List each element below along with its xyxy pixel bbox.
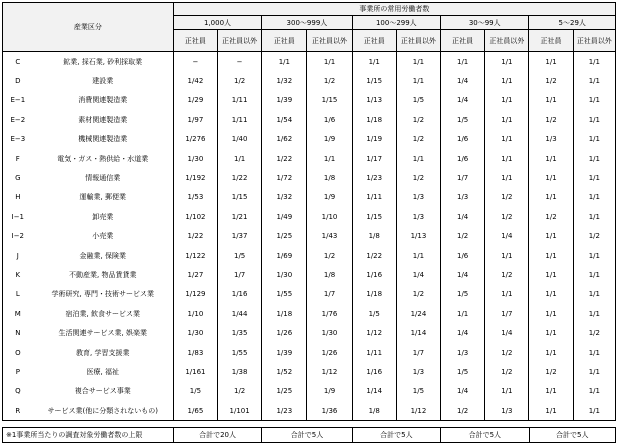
- non-regular-employee-header: 正社員以外: [396, 30, 440, 52]
- non-regular-rate-cell: 1/1: [573, 52, 615, 72]
- industry-code: K: [3, 265, 33, 284]
- table-row: [3, 323, 616, 342]
- industry-code: G: [3, 168, 33, 187]
- regular-rate-cell: 1/2: [441, 227, 485, 246]
- regular-rate-cell: 1/4: [441, 207, 485, 226]
- regular-rate-cell: −: [173, 52, 217, 72]
- non-regular-rate-cell: 1/2: [485, 362, 529, 381]
- table-row: [3, 265, 616, 284]
- non-regular-rate-cell: 1/2: [485, 207, 529, 226]
- non-regular-rate-cell: 1/5: [396, 382, 440, 401]
- non-regular-rate-cell: 1/8: [307, 265, 352, 284]
- regular-rate-cell: 1/26: [262, 323, 307, 342]
- total-limit-cell: 合計で5人: [262, 428, 352, 443]
- industry-code: M: [3, 304, 33, 323]
- regular-rate-cell: 1/18: [352, 110, 396, 129]
- non-regular-rate-cell: 1/1: [573, 149, 615, 168]
- non-regular-rate-cell: −: [218, 52, 262, 72]
- table-row: [3, 285, 616, 304]
- regular-rate-cell: 1/69: [262, 246, 307, 265]
- table-row: [3, 362, 616, 381]
- industry-code: E−2: [3, 110, 33, 129]
- industry-name: 素材関連製造業: [33, 110, 174, 129]
- regular-rate-cell: 1/1: [441, 52, 485, 72]
- non-regular-rate-cell: 1/1: [573, 207, 615, 226]
- regular-rate-cell: 1/6: [441, 130, 485, 149]
- size-header: 5〜29人: [529, 16, 616, 30]
- non-regular-rate-cell: 1/12: [396, 401, 440, 421]
- non-regular-rate-cell: 1/11: [218, 91, 262, 110]
- regular-rate-cell: 1/1: [529, 168, 573, 187]
- regular-rate-cell: 1/27: [173, 265, 217, 284]
- regular-employee-header: 正社員: [529, 30, 573, 52]
- non-regular-rate-cell: 1/8: [307, 168, 352, 187]
- size-header: 30〜99人: [441, 16, 529, 30]
- regular-rate-cell: 1/8: [352, 401, 396, 421]
- regular-rate-cell: 1/29: [173, 91, 217, 110]
- regular-rate-cell: 1/1: [529, 188, 573, 207]
- industry-code: P: [3, 362, 33, 381]
- regular-rate-cell: 1/22: [352, 246, 396, 265]
- regular-rate-cell: 1/14: [352, 382, 396, 401]
- non-regular-rate-cell: 1/1: [485, 246, 529, 265]
- regular-rate-cell: 1/11: [352, 188, 396, 207]
- size-header: 300〜999人: [262, 16, 352, 30]
- table-row: [3, 188, 616, 207]
- industry-code: I−2: [3, 227, 33, 246]
- non-regular-rate-cell: 1/15: [307, 91, 352, 110]
- non-regular-rate-cell: 1/1: [573, 304, 615, 323]
- industry-name: 金融業, 保険業: [33, 246, 174, 265]
- non-regular-employee-header: 正社員以外: [485, 30, 529, 52]
- regular-rate-cell: 1/1: [529, 343, 573, 362]
- total-limit-cell: 合計で20人: [173, 428, 261, 443]
- regular-rate-cell: 1/15: [352, 71, 396, 90]
- industry-code: F: [3, 149, 33, 168]
- regular-employee-header: 正社員: [441, 30, 485, 52]
- non-regular-rate-cell: 1/40: [218, 130, 262, 149]
- non-regular-rate-cell: 1/7: [218, 265, 262, 284]
- regular-rate-cell: 1/1: [529, 382, 573, 401]
- non-regular-rate-cell: 1/1: [573, 71, 615, 90]
- regular-rate-cell: 1/7: [441, 168, 485, 187]
- industry-name: 生活関連サービス業, 娯楽業: [33, 323, 174, 342]
- non-regular-rate-cell: 1/2: [396, 110, 440, 129]
- industry-name: 建設業: [33, 71, 174, 90]
- non-regular-rate-cell: 1/1: [573, 382, 615, 401]
- size-header: 100〜299人: [352, 16, 440, 30]
- regular-rate-cell: 1/13: [352, 91, 396, 110]
- industry-name: 教育, 学習支援業: [33, 343, 174, 362]
- non-regular-rate-cell: 1/15: [218, 188, 262, 207]
- industry-name: 鉱業, 採石業, 砂利採取業: [33, 52, 174, 72]
- regular-employee-header: 正社員: [352, 30, 396, 52]
- regular-rate-cell: 1/4: [441, 382, 485, 401]
- non-regular-rate-cell: 1/1: [573, 265, 615, 284]
- non-regular-rate-cell: 1/1: [485, 130, 529, 149]
- non-regular-rate-cell: 1/2: [485, 265, 529, 284]
- non-regular-rate-cell: 1/1: [396, 71, 440, 90]
- non-regular-rate-cell: 1/1: [485, 382, 529, 401]
- regular-rate-cell: 1/1: [529, 323, 573, 342]
- non-regular-rate-cell: 1/44: [218, 304, 262, 323]
- table-row: [3, 382, 616, 401]
- non-regular-rate-cell: 1/3: [396, 188, 440, 207]
- regular-rate-cell: 1/42: [173, 71, 217, 90]
- non-regular-rate-cell: 1/2: [218, 382, 262, 401]
- non-regular-rate-cell: 1/1: [573, 168, 615, 187]
- non-regular-rate-cell: 1/9: [307, 130, 352, 149]
- non-regular-rate-cell: 1/24: [396, 304, 440, 323]
- total-limit-cell: 合計で5人: [441, 428, 529, 443]
- non-regular-rate-cell: 1/76: [307, 304, 352, 323]
- regular-rate-cell: 1/129: [173, 285, 217, 304]
- regular-rate-cell: 1/72: [262, 168, 307, 187]
- industry-name: 情報通信業: [33, 168, 174, 187]
- footer-limit-table: [2, 427, 616, 443]
- non-regular-rate-cell: 1/3: [485, 401, 529, 421]
- total-limit-cell: 合計で5人: [352, 428, 440, 443]
- regular-rate-cell: 1/97: [173, 110, 217, 129]
- industry-header: 産業区分: [3, 3, 174, 52]
- table-row: [3, 304, 616, 323]
- regular-rate-cell: 1/2: [529, 362, 573, 381]
- non-regular-rate-cell: 1/2: [307, 246, 352, 265]
- industry-name: 機械関連製造業: [33, 130, 174, 149]
- industry-code: L: [3, 285, 33, 304]
- regular-rate-cell: 1/8: [352, 227, 396, 246]
- regular-rate-cell: 1/30: [173, 323, 217, 342]
- non-regular-rate-cell: 1/4: [485, 227, 529, 246]
- non-regular-rate-cell: 1/1: [485, 52, 529, 72]
- non-regular-rate-cell: 1/6: [307, 110, 352, 129]
- sampling-table-container: [2, 2, 616, 443]
- regular-rate-cell: 1/5: [441, 362, 485, 381]
- size-header: 1,000人: [173, 16, 261, 30]
- non-regular-rate-cell: 1/2: [573, 227, 615, 246]
- regular-rate-cell: 1/25: [262, 382, 307, 401]
- industry-code: E−1: [3, 91, 33, 110]
- non-regular-rate-cell: 1/22: [218, 168, 262, 187]
- non-regular-rate-cell: 1/1: [573, 130, 615, 149]
- non-regular-rate-cell: 1/1: [485, 71, 529, 90]
- non-regular-employee-header: 正社員以外: [573, 30, 615, 52]
- non-regular-rate-cell: 1/16: [218, 285, 262, 304]
- non-regular-rate-cell: 1/2: [573, 323, 615, 342]
- regular-rate-cell: 1/5: [441, 285, 485, 304]
- non-regular-rate-cell: 1/1: [573, 91, 615, 110]
- regular-rate-cell: 1/39: [262, 91, 307, 110]
- regular-rate-cell: 1/4: [441, 323, 485, 342]
- industry-code: R: [3, 401, 33, 421]
- total-limit-cell: 合計で5人: [529, 428, 615, 443]
- non-regular-rate-cell: 1/2: [485, 343, 529, 362]
- non-regular-rate-cell: 1/1: [573, 343, 615, 362]
- regular-rate-cell: 1/30: [173, 149, 217, 168]
- non-regular-rate-cell: 1/2: [307, 71, 352, 90]
- table-row: [3, 71, 616, 90]
- regular-rate-cell: 1/65: [173, 401, 217, 421]
- non-regular-rate-cell: 1/2: [396, 130, 440, 149]
- industry-code: O: [3, 343, 33, 362]
- non-regular-rate-cell: 1/2: [396, 168, 440, 187]
- regular-rate-cell: 1/1: [529, 91, 573, 110]
- non-regular-rate-cell: 1/1: [485, 149, 529, 168]
- non-regular-rate-cell: 1/3: [396, 362, 440, 381]
- non-regular-rate-cell: 1/38: [218, 362, 262, 381]
- non-regular-rate-cell: 1/1: [485, 91, 529, 110]
- regular-rate-cell: 1/15: [352, 207, 396, 226]
- non-regular-rate-cell: 1/10: [307, 207, 352, 226]
- table-row: [3, 207, 616, 226]
- regular-rate-cell: 1/1: [441, 304, 485, 323]
- non-regular-rate-cell: 1/1: [485, 168, 529, 187]
- regular-rate-cell: 1/102: [173, 207, 217, 226]
- employee-count-group-header: 事業所の常用労働者数: [173, 3, 615, 16]
- regular-rate-cell: 1/55: [262, 285, 307, 304]
- non-regular-rate-cell: 1/7: [396, 343, 440, 362]
- non-regular-rate-cell: 1/21: [218, 207, 262, 226]
- regular-rate-cell: 1/2: [441, 401, 485, 421]
- regular-rate-cell: 1/1: [529, 246, 573, 265]
- table-row: [3, 130, 616, 149]
- non-regular-rate-cell: 1/11: [218, 110, 262, 129]
- regular-rate-cell: 1/12: [352, 323, 396, 342]
- table-row: [3, 91, 616, 110]
- table-row: [3, 168, 616, 187]
- regular-rate-cell: 1/6: [441, 149, 485, 168]
- regular-rate-cell: 1/83: [173, 343, 217, 362]
- regular-employee-header: 正社員: [262, 30, 307, 52]
- regular-rate-cell: 1/1: [529, 265, 573, 284]
- regular-rate-cell: 1/11: [352, 343, 396, 362]
- non-regular-rate-cell: 1/1: [573, 285, 615, 304]
- sampling-rate-table: [2, 2, 616, 421]
- non-regular-rate-cell: 1/30: [307, 323, 352, 342]
- table-row: [3, 227, 616, 246]
- regular-rate-cell: 1/18: [352, 285, 396, 304]
- non-regular-rate-cell: 1/12: [307, 362, 352, 381]
- industry-name: 小売業: [33, 227, 174, 246]
- regular-rate-cell: 1/16: [352, 265, 396, 284]
- regular-rate-cell: 1/30: [262, 265, 307, 284]
- non-regular-rate-cell: 1/1: [573, 110, 615, 129]
- industry-name: 消費関連製造業: [33, 91, 174, 110]
- regular-rate-cell: 1/1: [529, 304, 573, 323]
- non-regular-rate-cell: 1/1: [396, 52, 440, 72]
- regular-rate-cell: 1/39: [262, 343, 307, 362]
- industry-name: サービス業(他に分類されないもの): [33, 401, 174, 421]
- table-row: [3, 52, 616, 72]
- non-regular-rate-cell: 1/2: [218, 71, 262, 90]
- non-regular-rate-cell: 1/1: [307, 149, 352, 168]
- regular-rate-cell: 1/3: [529, 130, 573, 149]
- regular-employee-header: 正社員: [173, 30, 217, 52]
- regular-rate-cell: 1/25: [262, 227, 307, 246]
- non-regular-rate-cell: 1/1: [573, 401, 615, 421]
- regular-rate-cell: 1/16: [352, 362, 396, 381]
- non-regular-rate-cell: 1/1: [218, 149, 262, 168]
- non-regular-rate-cell: 1/9: [307, 382, 352, 401]
- non-regular-rate-cell: 1/55: [218, 343, 262, 362]
- non-regular-rate-cell: 1/26: [307, 343, 352, 362]
- regular-rate-cell: 1/1: [529, 52, 573, 72]
- regular-rate-cell: 1/32: [262, 188, 307, 207]
- regular-rate-cell: 1/2: [529, 110, 573, 129]
- non-regular-employee-header: 正社員以外: [218, 30, 262, 52]
- non-regular-rate-cell: 1/14: [396, 323, 440, 342]
- regular-rate-cell: 1/53: [173, 188, 217, 207]
- non-regular-rate-cell: 1/1: [396, 149, 440, 168]
- regular-rate-cell: 1/22: [173, 227, 217, 246]
- regular-rate-cell: 1/4: [441, 265, 485, 284]
- non-regular-rate-cell: 1/1: [307, 52, 352, 72]
- industry-name: 卸売業: [33, 207, 174, 226]
- regular-rate-cell: 1/1: [529, 401, 573, 421]
- non-regular-rate-cell: 1/2: [485, 188, 529, 207]
- non-regular-rate-cell: 1/1: [573, 188, 615, 207]
- regular-rate-cell: 1/52: [262, 362, 307, 381]
- regular-rate-cell: 1/1: [262, 52, 307, 72]
- non-regular-rate-cell: 1/5: [396, 91, 440, 110]
- non-regular-employee-header: 正社員以外: [307, 30, 352, 52]
- non-regular-rate-cell: 1/2: [396, 285, 440, 304]
- non-regular-rate-cell: 1/5: [218, 246, 262, 265]
- non-regular-rate-cell: 1/1: [485, 285, 529, 304]
- footer-note: ※1事業所当たりの調査対象労働者数の上限: [3, 428, 174, 443]
- industry-name: 複合サービス事業: [33, 382, 174, 401]
- regular-rate-cell: 1/1: [529, 285, 573, 304]
- non-regular-rate-cell: 1/1: [573, 246, 615, 265]
- regular-rate-cell: 1/4: [441, 91, 485, 110]
- industry-name: 電気・ガス・熱供給・水道業: [33, 149, 174, 168]
- regular-rate-cell: 1/18: [262, 304, 307, 323]
- regular-rate-cell: 1/4: [441, 71, 485, 90]
- non-regular-rate-cell: 1/9: [307, 188, 352, 207]
- non-regular-rate-cell: 1/13: [396, 227, 440, 246]
- table-row: [3, 110, 616, 129]
- table-row: [3, 343, 616, 362]
- non-regular-rate-cell: 1/37: [218, 227, 262, 246]
- regular-rate-cell: 1/192: [173, 168, 217, 187]
- industry-code: E−3: [3, 130, 33, 149]
- regular-rate-cell: 1/10: [173, 304, 217, 323]
- industry-name: 不動産業, 物品賃貸業: [33, 265, 174, 284]
- table-row: [3, 246, 616, 265]
- non-regular-rate-cell: 1/1: [396, 246, 440, 265]
- regular-rate-cell: 1/62: [262, 130, 307, 149]
- regular-rate-cell: 1/3: [441, 343, 485, 362]
- non-regular-rate-cell: 1/1: [573, 362, 615, 381]
- regular-rate-cell: 1/122: [173, 246, 217, 265]
- regular-rate-cell: 1/49: [262, 207, 307, 226]
- regular-rate-cell: 1/5: [352, 304, 396, 323]
- non-regular-rate-cell: 1/43: [307, 227, 352, 246]
- industry-name: 医療, 福祉: [33, 362, 174, 381]
- industry-code: I−1: [3, 207, 33, 226]
- industry-code: D: [3, 71, 33, 90]
- regular-rate-cell: 1/276: [173, 130, 217, 149]
- regular-rate-cell: 1/2: [529, 207, 573, 226]
- non-regular-rate-cell: 1/7: [307, 285, 352, 304]
- non-regular-rate-cell: 1/3: [396, 207, 440, 226]
- non-regular-rate-cell: 1/36: [307, 401, 352, 421]
- regular-rate-cell: 1/1: [352, 52, 396, 72]
- non-regular-rate-cell: 1/7: [485, 304, 529, 323]
- regular-rate-cell: 1/5: [441, 110, 485, 129]
- regular-rate-cell: 1/23: [262, 401, 307, 421]
- regular-rate-cell: 1/22: [262, 149, 307, 168]
- regular-rate-cell: 1/23: [352, 168, 396, 187]
- regular-rate-cell: 1/1: [529, 149, 573, 168]
- table-row: [3, 401, 616, 421]
- regular-rate-cell: 1/17: [352, 149, 396, 168]
- industry-name: 運輸業, 郵便業: [33, 188, 174, 207]
- industry-code: N: [3, 323, 33, 342]
- regular-rate-cell: 1/1: [529, 227, 573, 246]
- regular-rate-cell: 1/2: [529, 71, 573, 90]
- industry-name: 宿泊業, 飲食サービス業: [33, 304, 174, 323]
- regular-rate-cell: 1/3: [441, 188, 485, 207]
- industry-name: 学術研究, 専門・技術サービス業: [33, 285, 174, 304]
- regular-rate-cell: 1/32: [262, 71, 307, 90]
- regular-rate-cell: 1/161: [173, 362, 217, 381]
- regular-rate-cell: 1/6: [441, 246, 485, 265]
- industry-code: H: [3, 188, 33, 207]
- non-regular-rate-cell: 1/4: [396, 265, 440, 284]
- industry-code: Q: [3, 382, 33, 401]
- industry-code: C: [3, 52, 33, 72]
- regular-rate-cell: 1/54: [262, 110, 307, 129]
- table-row: [3, 149, 616, 168]
- non-regular-rate-cell: 1/4: [485, 323, 529, 342]
- regular-rate-cell: 1/5: [173, 382, 217, 401]
- non-regular-rate-cell: 1/35: [218, 323, 262, 342]
- industry-code: J: [3, 246, 33, 265]
- regular-rate-cell: 1/19: [352, 130, 396, 149]
- non-regular-rate-cell: 1/101: [218, 401, 262, 421]
- non-regular-rate-cell: 1/1: [485, 110, 529, 129]
